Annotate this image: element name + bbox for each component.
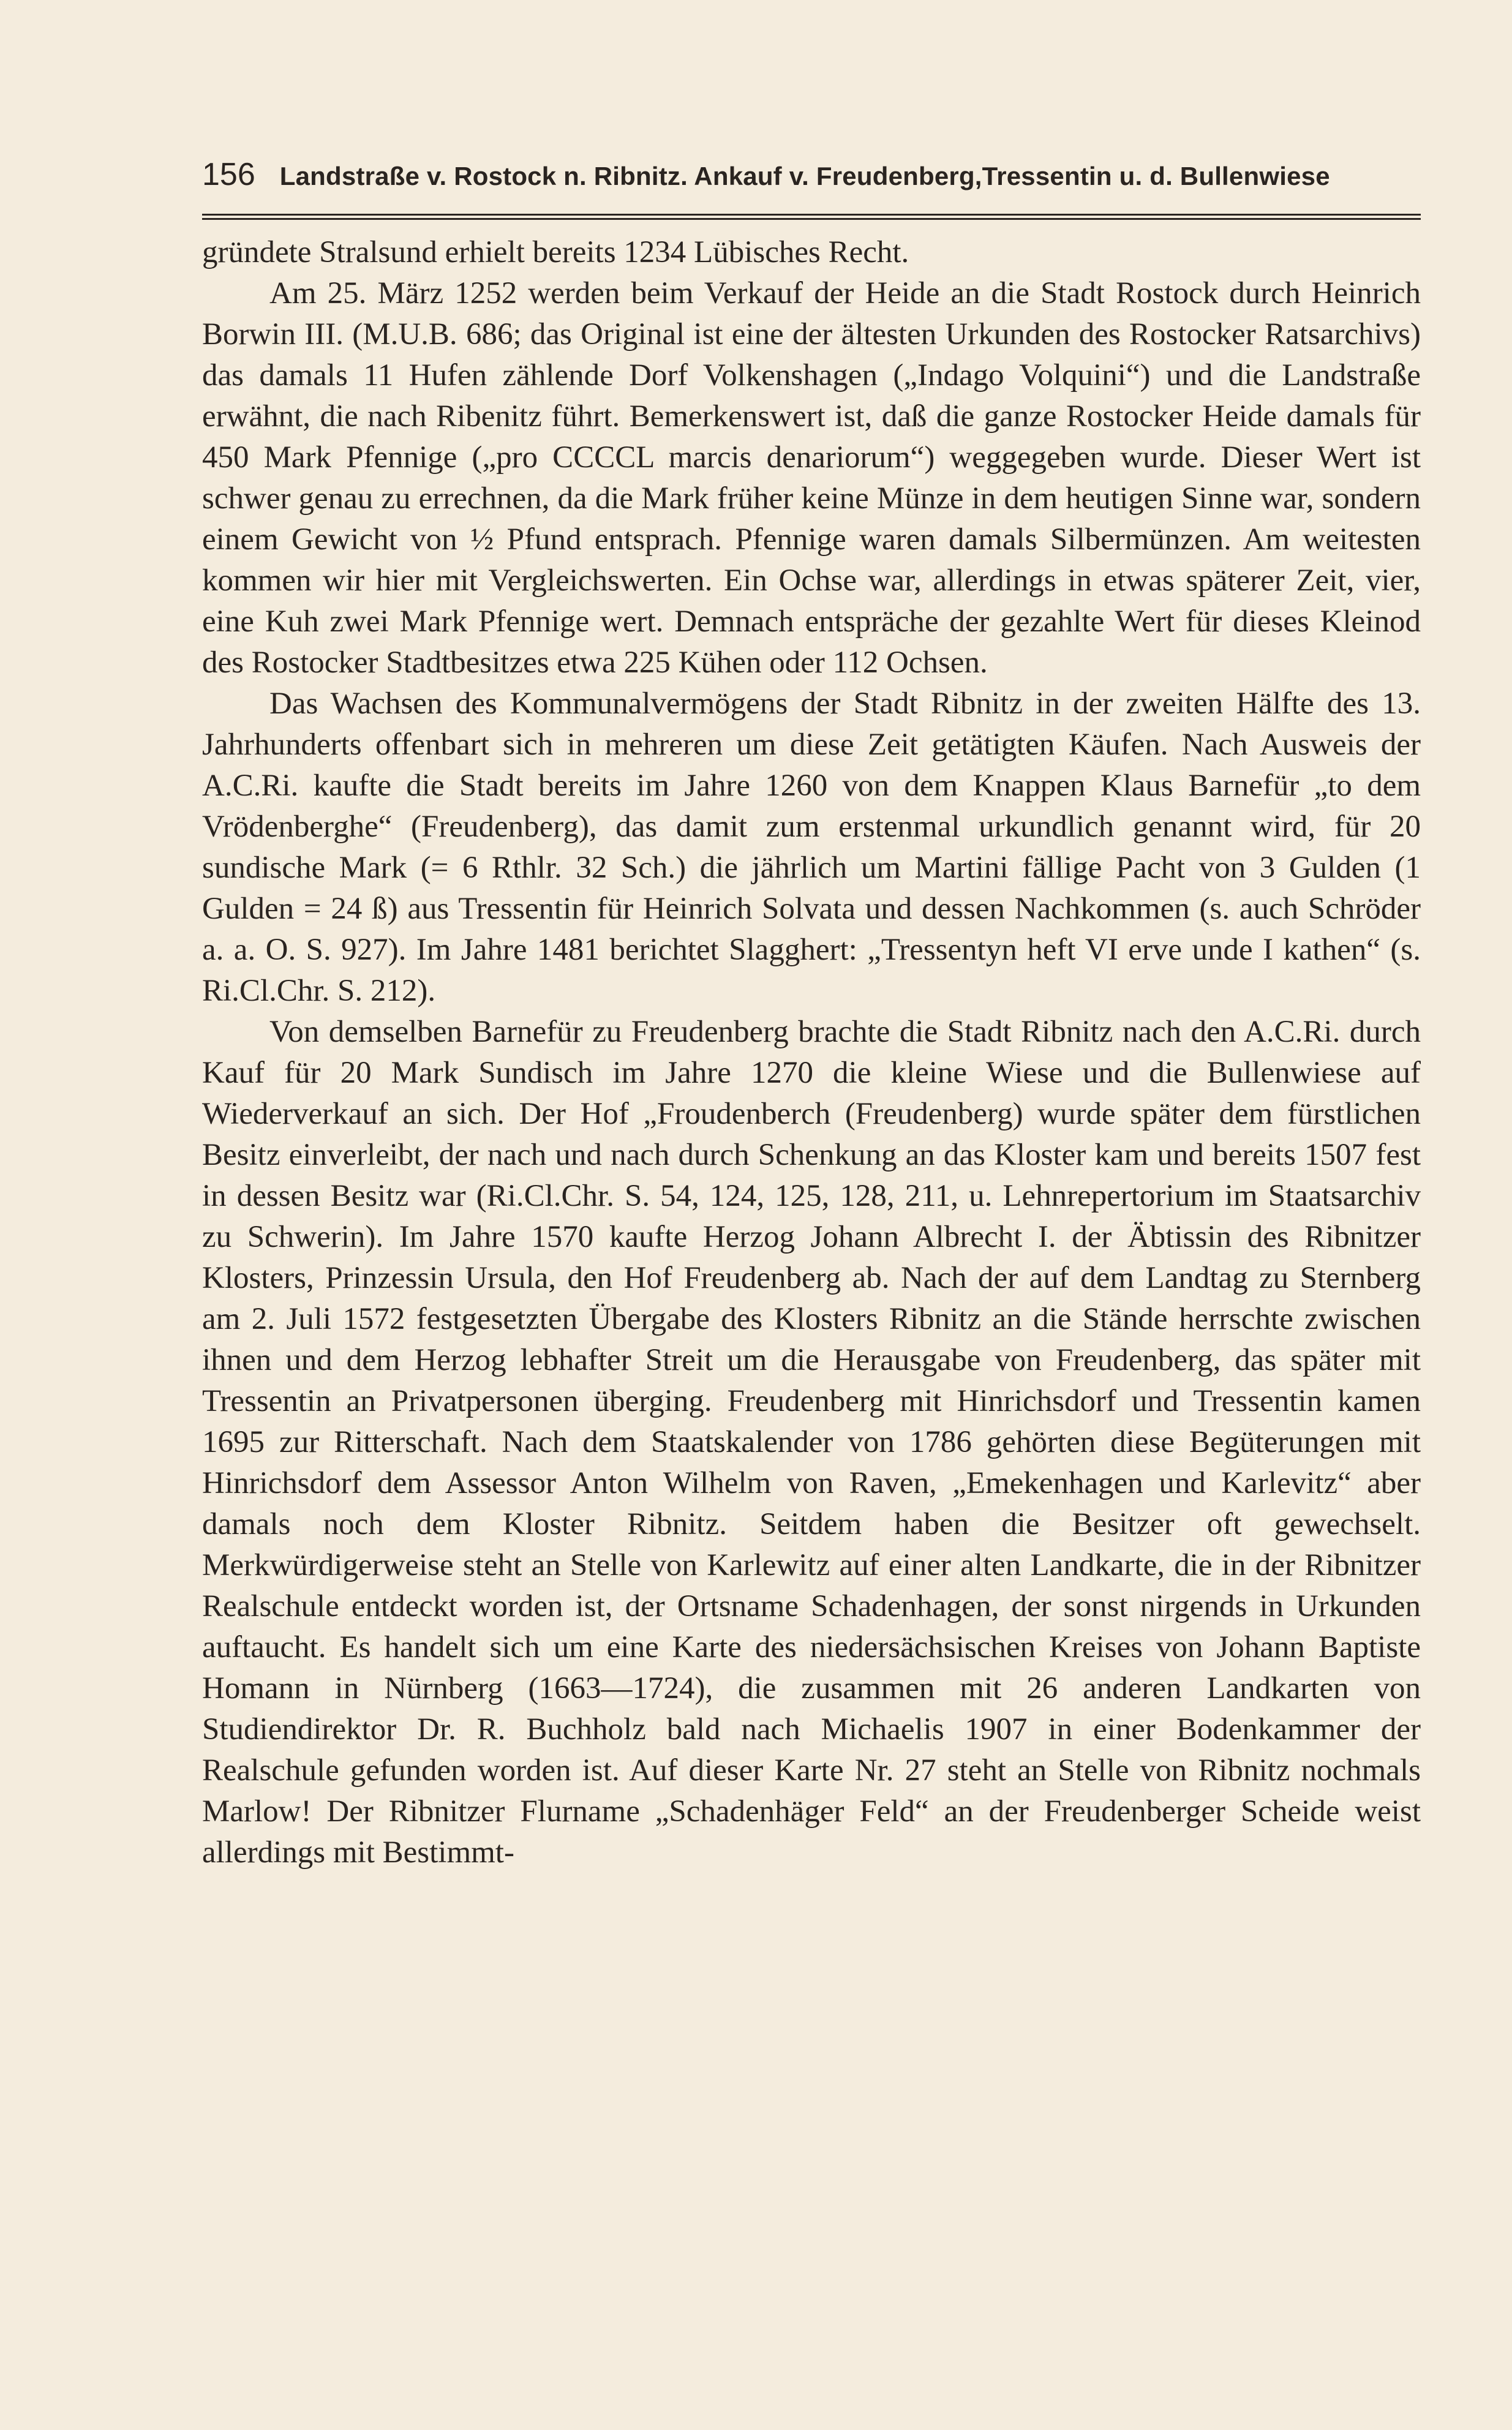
page-number: 156: [202, 157, 255, 192]
paragraph-3: Das Wachsen des Kommunalvermögens der Stadt Ribnitz in der zweiten Hälfte des 13. Jahrhunderts offenbart sich in mehreren um diese Zeit getätigten Käufen. Nach Ausweis der A.C.Ri. kaufte die Stadt bereits im Jahre 1260 von dem Knappen Klaus Barnefür „to dem Vrödenberghe“ (Freudenberg), das damit zum erstenmal urkundlich genannt wird, für 20 sundische Mark (= 6 Rthlr. 32 Sch.) die jährlich um Martini fällige Pacht von 3 Gulden (1 Gulden = 24 ß) aus Tressentin für Heinrich Solvata und dessen Nachkommen (s. auch Schröder a. a. O. S. 927). Im Jahre 1481 berichtet Slagghert: „Tressentyn heft VI erve unde I kathen“ (s. Ri.Cl.Chr. S. 212).: [202, 686, 1421, 1008]
paragraph-4: Von demselben Barnefür zu Freudenberg brachte die Stadt Ribnitz nach den A.C.Ri. durch Kauf für 20 Mark Sundisch im Jahre 1270 die kleine Wiese und die Bullenwiese auf Wiederverkauf an sich. Der Hof „Froudenberch (Freudenberg) wurde später dem fürstlichen Besitz einverleibt, der nach und nach durch Schenkung an das Kloster kam und bereits 1507 fest in dessen Besitz war (Ri.Cl.Chr. S. 54, 124, 125, 128, 211, u. Lehnrepertorium im Staatsarchiv zu Schwerin). Im Jahre 1570 kaufte Herzog Johann Albrecht I. der Äbtissin des Ribnitzer Klosters, Prinzessin Ursula, den Hof Freudenberg ab. Nach der auf dem Landtag zu Sternberg am 2. Juli 1572 festgesetzten Übergabe des Klosters Ribnitz an die Stände herrschte zwischen ihnen und dem Herzog lebhafter Streit um die Herausgabe von Freudenberg, das später mit Tressentin an Privatpersonen überging. Freudenberg mit Hinrichsdorf und Tressentin kamen 1695 zur Ritterschaft. Nach dem Staatskalender von 1786 gehörten diese Begüterungen mit Hinrichsdorf dem Assessor Anton Wilhelm von Raven, „Emekenhagen und Karlevitz“ aber damals noch dem Kloster Ribnitz. Seitdem haben die Besitzer oft gewechselt. Merkwürdigerweise steht an Stelle von Karlewitz auf einer alten Landkarte, die in der Ribnitzer Realschule entdeckt worden ist, der Ortsname Schadenhagen, der sonst nirgends in Urkunden auftaucht. Es handelt sich um eine Karte des niedersächsischen Kreises von Johann Baptiste Homann in Nürnberg (1663—1724), die zusammen mit 26 anderen Landkarten von Studiendirektor Dr. R. Buchholz bald nach Michaelis 1907 in einer Bodenkammer der Realschule gefunden worden ist. Auf dieser Karte Nr. 27 steht an Stelle von Ribnitz nochmals Marlow! Der Ribnitzer Flurname „Schadenhäger Feld“ an der Freudenberger Scheide weist allerdings mit Bestimmt-: [202, 1015, 1421, 1870]
header-double-rule: [202, 214, 1421, 220]
book-page: [202, 156, 1421, 1873]
paragraph-2: Am 25. März 1252 werden beim Verkauf der Heide an die Stadt Rostock durch Heinrich Borwin III. (M.U.B. 686; das Original ist eine der ältesten Urkunden des Rostocker Ratsarchivs) das damals 11 Hufen zählende Dorf Volkenshagen („Indago Volquini“) und die Landstraße erwähnt, die nach Ribenitz führt. Bemerkenswert ist, daß die ganze Rostocker Heide damals für 450 Mark Pfennige („pro CCCCL marcis denariorum“) weggegeben wurde. Dieser Wert ist schwer genau zu errechnen, da die Mark früher keine Münze in dem heutigen Sinne war, sondern einem Gewicht von ½ Pfund entsprach. Pfennige waren damals Silbermünzen. Am weitesten kommen wir hier mit Vergleichswerten. Ein Ochse war, allerdings in etwas späterer Zeit, vier, eine Kuh zwei Mark Pfennige wert. Demnach entspräche der gezahlte Wert für dieses Kleinod des Rostocker Stadtbesitzes etwa 225 Kühen oder 112 Ochsen.: [202, 276, 1421, 680]
running-head-title: Landstraße v. Rostock n. Ribnitz. Ankauf v. Freudenberg,Tressentin u. d. Bullenwiese: [279, 162, 1330, 190]
body-text: [202, 232, 1421, 1873]
paragraph-1: gründete Stralsund erhielt bereits 1234 Lübisches Recht.: [202, 235, 909, 269]
running-head: [202, 156, 1421, 205]
